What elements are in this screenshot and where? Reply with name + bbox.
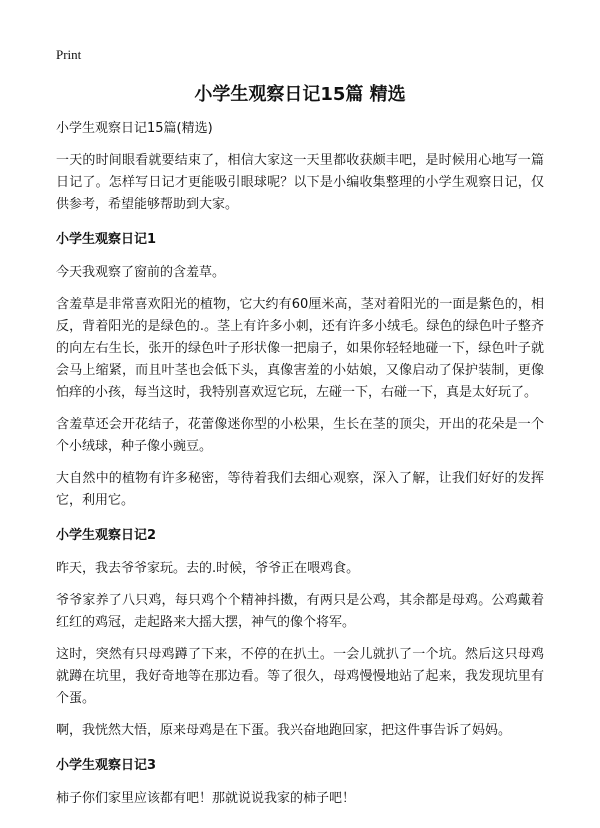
section-paragraph: 昨天，我去爷爷家玩。去的.时候，爷爷正在喂鸡食。 [56,561,360,576]
article-body [56,120,544,820]
section-heading: 小学生观察日记3 [56,758,157,773]
section-paragraph: 这时，突然有只母鸡蹲了下来，不停的在扒土。一会儿就扒了一个坑。然后这只母鸡就蹲在坑里，我好奇地等在那边看。等了很久，母鸡慢慢地站了起来，我发现坑里有个蛋。 [56,647,544,706]
section-2 [56,526,544,742]
section-paragraph: 爷爷家养了八只鸡，每只鸡个个精神抖擞，有两只是公鸡，其余都是母鸡。公鸡戴着红红的鸡冠，走起路来大摇大摆，神气的像个将军。 [56,593,544,630]
article-subtitle: 小学生观察日记15篇(精选) [56,121,213,136]
section-heading: 小学生观察日记2 [56,528,157,543]
section-1 [56,230,544,512]
section-paragraph: 柿子你们家里应该都有吧！那就说说我家的柿子吧！ [56,791,356,806]
section-paragraph: 今天我观察了窗前的含羞草。 [56,265,226,280]
section-paragraph: 含羞草是非常喜欢阳光的植物，它大约有60厘米高，茎对着阳光的一面是紫色的，相反，背着阳光的是绿色的.。茎上有许多小刺，还有许多小绒毛。绿色的绿色叶子整齐的向左右生长，张开的绿色叶子形状像一把扇子，如果你轻轻地碰一下，绿色叶子就会马上缩紧，而且叶茎也会低下头，真像害羞的小姑娘，又像启动了保护装制，更像怕痒的小孩，每当这时，我特别喜欢逗它玩，左碰一下，右碰一下，真是太好玩了。 [56,297,544,400]
section-heading: 小学生观察日记1 [56,232,157,247]
print-link[interactable]: Print [56,47,82,62]
page-title: 小学生观察日记15篇 精选 [194,84,406,105]
section-3 [56,756,544,810]
section-paragraph: 大自然中的植物有许多秘密，等待着我们去细心观察，深入了解，让我们好好的发挥它，利用它。 [56,471,544,508]
intro-paragraph: 一天的时间眼看就要结束了，相信大家这一天里都收获颇丰吧，是时候用心地写一篇日记了。怎样写日记才更能吸引眼球呢？以下是小编收集整理的小学生观察日记，仅供参考，希望能够帮助到大家。 [56,153,544,212]
section-paragraph: 含羞草还会开花结子，花蕾像迷你型的小松果，生长在茎的顶尖，开出的花朵是一个个小绒球，种子像小豌豆。 [56,417,544,454]
section-paragraph: 啊，我恍然大悟，原来母鸡是在下蛋。我兴奋地跑回家，把这件事告诉了妈妈。 [56,723,512,738]
